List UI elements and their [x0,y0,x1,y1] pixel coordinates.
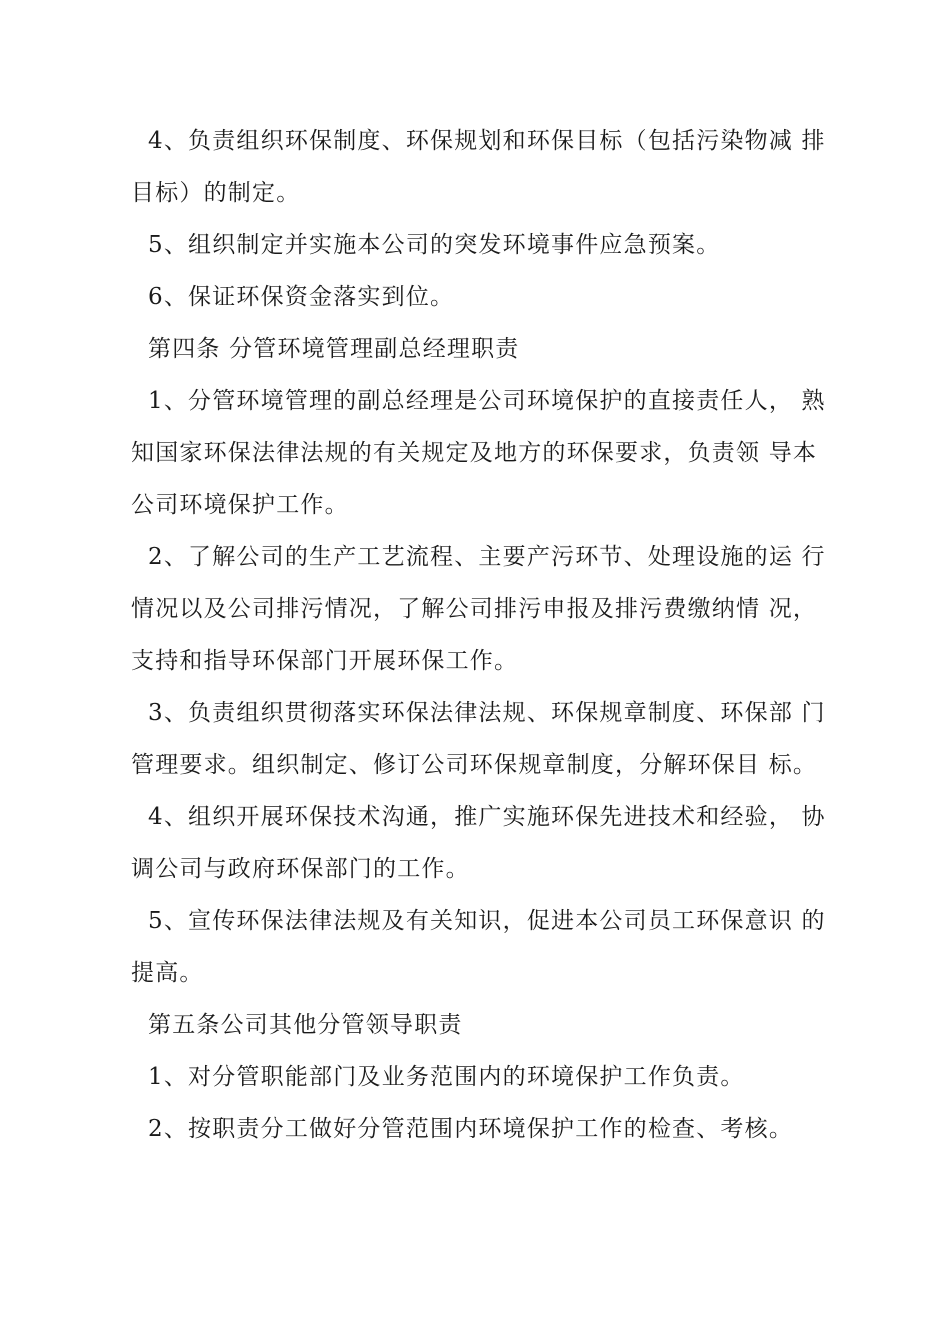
article-4-heading: 第四条 分管环境管理副总经理职责 [148,336,520,362]
paragraph-item-5-emergency-plan: 5、组织制定并实施本公司的突发环境事件应急预案。 [148,232,721,258]
article-4-item-4: 4、组织开展环保技术沟通，推广实施环保先进技术和经验， 协调公司与政府环保部门的工作。 [131,804,826,882]
article-5-item-1: 1、对分管职能部门及业务范围内的环境保护工作负责。 [148,1064,745,1090]
article-4-item-5: 5、宣传环保法律法规及有关知识，促进本公司员工环保意识 的提高。 [131,908,826,986]
article-5-item-2: 2、按职责分工做好分管范围内环境保护工作的检查、考核。 [148,1116,794,1142]
article-4-item-2: 2、了解公司的生产工艺流程、主要产污环节、处理设施的运 行情况以及公司排污情况，了解公司排污申报及排污费缴纳情 况，支持和指导环保部门开展环保工作。 [131,544,826,674]
article-4-item-1: 1、分管环境管理的副总经理是公司环境保护的直接责任人， 熟知国家环保法律法规的有关规定及地方的环保要求，负责领 导本公司环境保护工作。 [131,388,826,518]
paragraph-item-6-funding: 6、保证环保资金落实到位。 [148,284,455,310]
article-4-item-3: 3、负责组织贯彻落实环保法律法规、环保规章制度、环保部 门管理要求。组织制定、修订公司环保规章制度，分解环保目 标。 [131,700,826,778]
paragraph-item-4-duties: 4、负责组织环保制度、环保规划和环保目标（包括污染物减 排目标）的制定。 [131,128,826,206]
article-5-heading: 第五条公司其他分管领导职责 [148,1012,463,1038]
document-body [131,115,841,1155]
